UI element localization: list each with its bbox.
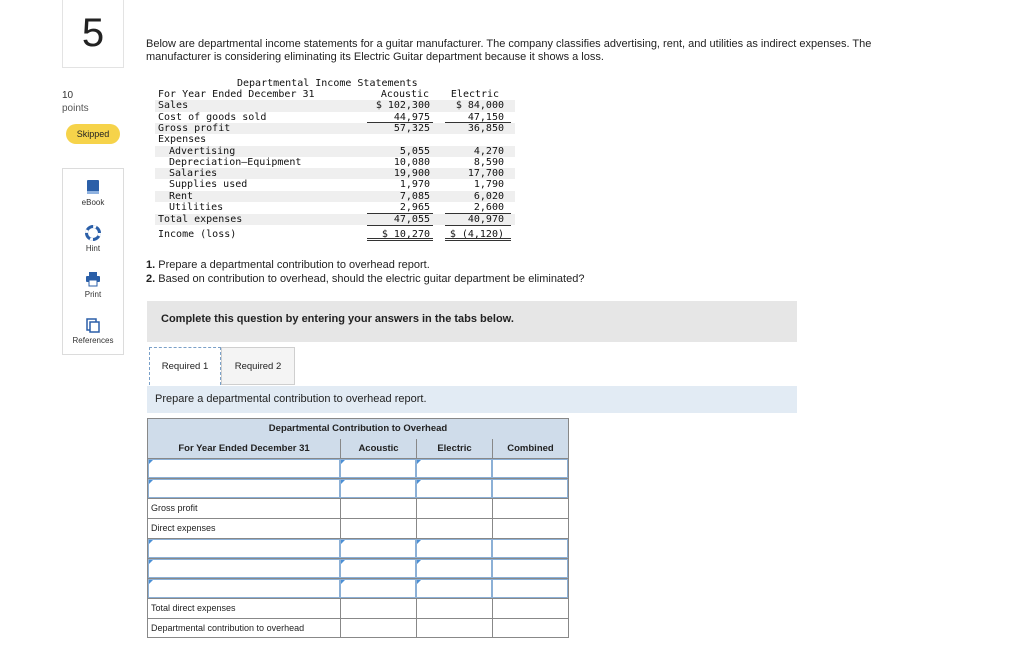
dropdown-marker-icon (341, 580, 345, 584)
acoustic-input[interactable] (340, 459, 416, 478)
underline (445, 225, 511, 226)
question-intro: Below are departmental income statements for a guitar manufacturer. The company classifies advertising, rent, and utilities as indirect expenses. The manufacturer is considering eliminating its Electric Guitar department because it shows a loss. (146, 38, 872, 63)
acoustic-input[interactable] (340, 559, 416, 578)
combined-cell (492, 599, 568, 618)
gross-profit-label: Gross profit (151, 503, 198, 513)
dropdown-marker-icon (149, 540, 153, 544)
book-icon (86, 179, 100, 195)
combined-input[interactable] (492, 579, 568, 598)
statement-row-utilities: Utilities 2,965 2,600 (169, 202, 504, 213)
statement-row-sales: Sales $ 102,300 $ 84,000 (155, 100, 515, 111)
table-row (148, 498, 568, 518)
dropdown-marker-icon (417, 560, 421, 564)
dropdown-marker-icon (341, 460, 345, 464)
statement-row-income: Income (loss) $ 10,270 $ (4,120) (158, 229, 504, 240)
table-row (148, 538, 568, 558)
print-button[interactable]: Print (63, 271, 123, 299)
combined-input[interactable] (492, 479, 568, 498)
dropdown-marker-icon (149, 480, 153, 484)
table-row (148, 518, 568, 538)
dropdown-marker-icon (341, 560, 345, 564)
table-header-row: For Year Ended December 31 Acoustic Electric Combined (148, 439, 568, 458)
status-badge: Skipped (66, 124, 120, 144)
label-input[interactable] (148, 479, 340, 498)
instructions-banner: Complete this question by entering your answers in the tabs below. (147, 301, 797, 342)
ebook-button[interactable]: eBook (63, 179, 123, 207)
electric-input[interactable] (416, 479, 492, 498)
acoustic-cell (340, 499, 416, 518)
acoustic-input[interactable] (340, 579, 416, 598)
tab-instruction: Prepare a departmental contribution to overhead report. (147, 386, 797, 413)
lifebuoy-icon (85, 225, 101, 241)
acoustic-input[interactable] (340, 479, 416, 498)
combined-input[interactable] (492, 559, 568, 578)
direct-expenses-label: Direct expenses (151, 523, 216, 533)
label-input[interactable] (148, 539, 340, 558)
dropdown-marker-icon (417, 540, 421, 544)
question-number: 5 (62, 0, 124, 68)
statement-row-depreciation: Depreciation—Equipment 10,080 8,590 (169, 156, 504, 168)
statement-row-cogs: Cost of goods sold 44,975 47,150 (158, 111, 504, 123)
electric-input[interactable] (416, 559, 492, 578)
requirements (146, 258, 584, 286)
dropdown-marker-icon (341, 540, 345, 544)
label-input[interactable] (148, 459, 340, 478)
statement-row-total-expenses: Total expenses 47,055 40,970 (155, 214, 515, 225)
electric-cell (416, 519, 492, 538)
dropdown-marker-icon (417, 580, 421, 584)
hint-button[interactable]: Hint (63, 225, 123, 253)
points-value: 10 (62, 90, 74, 101)
statement-row-supplies: Supplies used 1,970 1,790 (169, 179, 504, 191)
double-underline (445, 238, 511, 241)
dropdown-marker-icon (417, 480, 421, 484)
label-input[interactable] (148, 559, 340, 578)
table-row (148, 618, 568, 638)
tools-panel (62, 168, 124, 355)
underline (367, 225, 433, 226)
tab-required-2[interactable]: Required 2 (221, 347, 295, 385)
total-direct-label: Total direct expenses (151, 603, 236, 613)
table-title: Departmental Contribution to Overhead (148, 419, 568, 439)
electric-input[interactable] (416, 579, 492, 598)
combined-cell (492, 519, 568, 538)
electric-input[interactable] (416, 539, 492, 558)
statement-header-row: For Year Ended December 31 Acoustic Electric (158, 89, 500, 100)
statement-title: Departmental Income Statements (237, 78, 418, 89)
electric-cell (416, 619, 492, 638)
combined-cell (492, 619, 568, 638)
statement-row-salaries: Salaries 19,900 17,700 (155, 168, 515, 179)
table-row (148, 478, 568, 498)
contribution-table (147, 418, 569, 638)
statement-row-gross-profit: Gross profit 57,325 36,850 (155, 123, 515, 134)
label-input[interactable] (148, 579, 340, 598)
statement-row-rent: Rent 7,085 6,020 (155, 191, 515, 202)
statement-row-advertising: Advertising 5,055 4,270 (155, 146, 515, 157)
dropdown-marker-icon (341, 480, 345, 484)
dropdown-marker-icon (149, 580, 153, 584)
references-button[interactable]: References (63, 317, 123, 345)
requirement-1: 1. Prepare a departmental contribution to overhead report. (146, 259, 430, 271)
points-label: points (62, 103, 89, 114)
combined-cell (492, 499, 568, 518)
tab-required-1[interactable]: Required 1 (149, 347, 221, 385)
acoustic-cell (340, 619, 416, 638)
electric-input[interactable] (416, 459, 492, 478)
references-icon (85, 317, 101, 333)
table-row (148, 578, 568, 598)
double-underline (367, 238, 433, 241)
requirement-2: 2. Based on contribution to overhead, should the electric guitar department be eliminated? (146, 273, 585, 285)
acoustic-cell (340, 599, 416, 618)
combined-input[interactable] (492, 459, 568, 478)
table-row (148, 458, 568, 478)
acoustic-cell (340, 519, 416, 538)
statement-row-expenses: Expenses (158, 134, 207, 146)
table-row (148, 598, 568, 618)
contribution-label: Departmental contribution to overhead (151, 623, 305, 633)
acoustic-input[interactable] (340, 539, 416, 558)
electric-cell (416, 599, 492, 618)
dropdown-marker-icon (149, 560, 153, 564)
electric-cell (416, 499, 492, 518)
dropdown-marker-icon (149, 460, 153, 464)
printer-icon (85, 271, 101, 287)
dropdown-marker-icon (417, 460, 421, 464)
combined-input[interactable] (492, 539, 568, 558)
table-row (148, 558, 568, 578)
